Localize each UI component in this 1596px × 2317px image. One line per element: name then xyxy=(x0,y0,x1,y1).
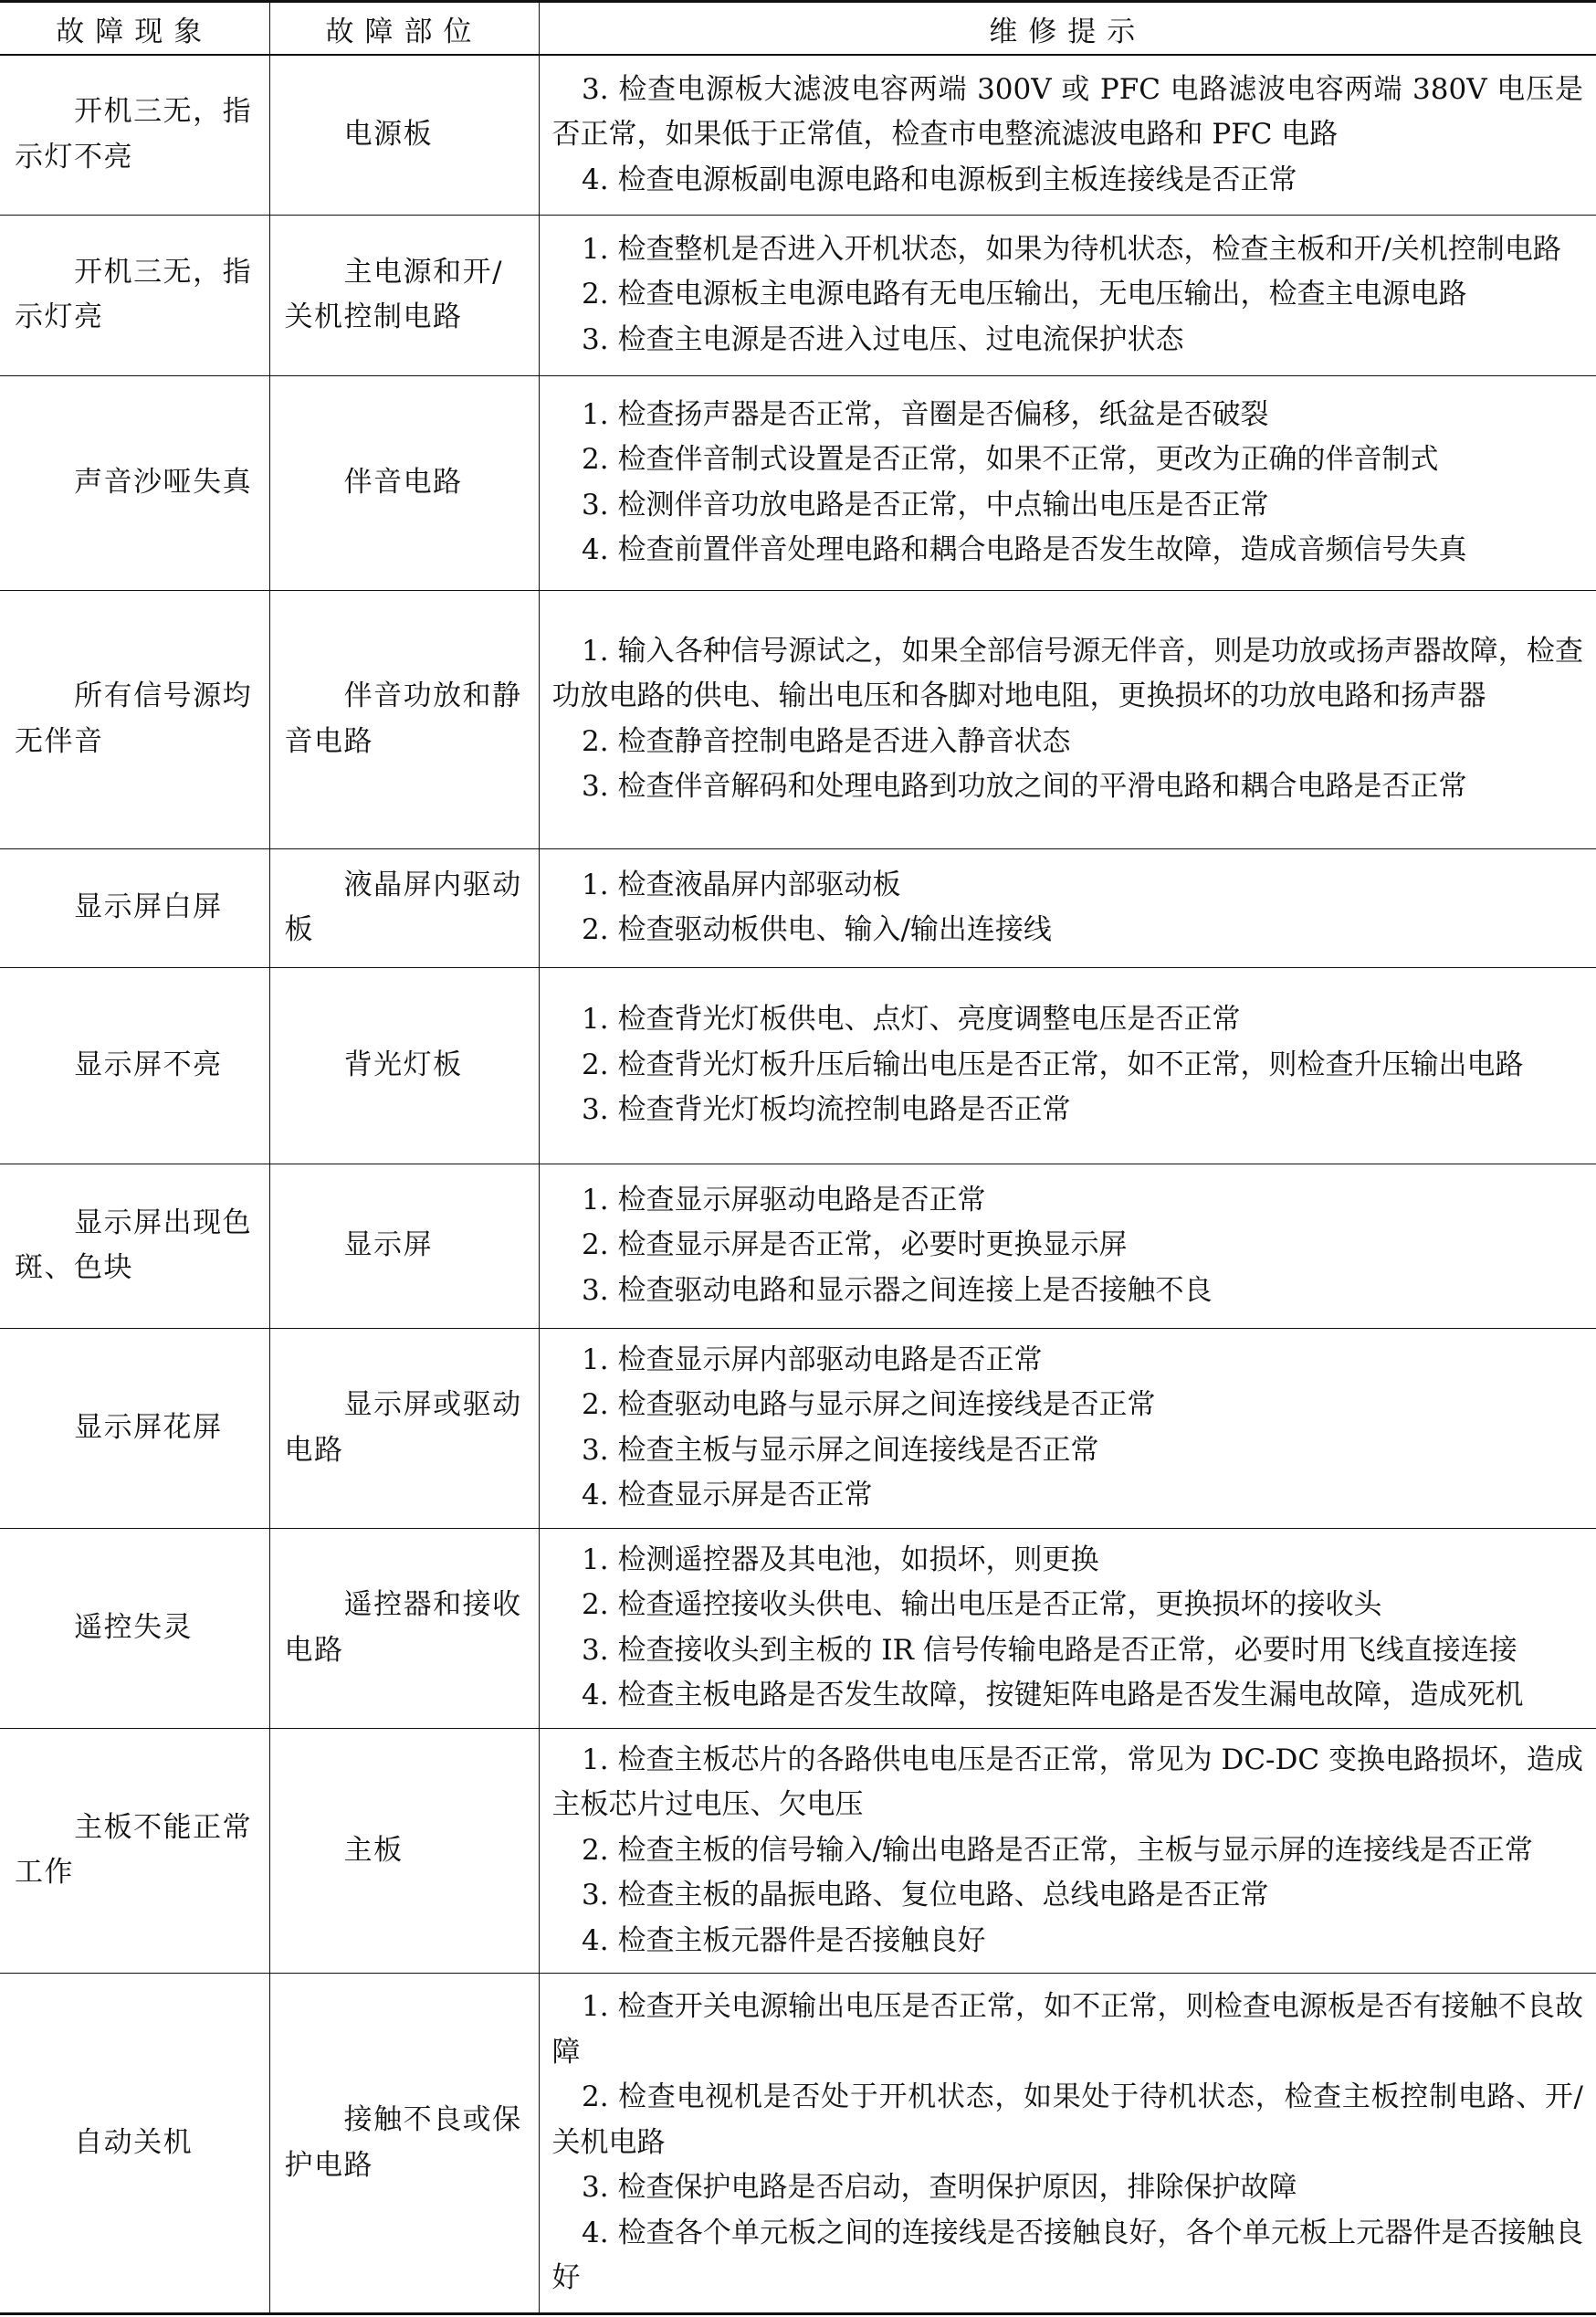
repair-tips xyxy=(539,215,1596,375)
repair-tip: 2. 检查背光灯板升压后输出电压是否正常，如不正常，则检查升压输出电路 xyxy=(582,1048,1524,1081)
fault-location: 主板 xyxy=(269,1728,539,1974)
fault-symptom: 显示屏白屏 xyxy=(0,848,269,967)
table-row xyxy=(0,55,1596,215)
repair-tip: 3. 检查主电源是否进入过电压、过电流保护状态 xyxy=(582,322,1184,356)
repair-tip: 2. 检查伴音制式设置是否正常，如果不正常，更改为正确的伴音制式 xyxy=(582,443,1439,476)
repair-tips xyxy=(539,848,1596,967)
repair-tip: 2. 检查遥控接收头供电、输出电压是否正常，更换损坏的接收头 xyxy=(582,1588,1382,1621)
fault-location: 伴音功放和静音电路 xyxy=(269,590,539,848)
repair-tips xyxy=(539,1528,1596,1728)
repair-tip: 4. 检查各个单元板之间的连接线是否接触良好，各个单元板上元器件是否接触良好 xyxy=(551,2216,1583,2295)
repair-tip: 3. 检测伴音功放电路是否正常，中点输出电压是否正常 xyxy=(582,488,1269,521)
repair-tip: 1. 输入各种信号源试之，如果全部信号源无伴音，则是功放或扬声器故障，检查功放电路的供电、输出电压和各脚对地电阻，更换损坏的功放电路和扬声器 xyxy=(551,634,1583,712)
fault-location: 遥控器和接收电路 xyxy=(269,1528,539,1728)
repair-tip: 2. 检查驱动板供电、输入/输出连接线 xyxy=(582,913,1052,946)
repair-tip: 3. 检查接收头到主板的 IR 信号传输电路是否正常，必要时用飞线直接连接 xyxy=(582,1633,1517,1667)
repair-tip: 3. 检查主板的晶振电路、复位电路、总线电路是否正常 xyxy=(582,1879,1269,1912)
repair-tips xyxy=(539,375,1596,590)
header-location: 故障部位 xyxy=(269,2,539,56)
repair-tip: 1. 检查液晶屏内部驱动板 xyxy=(582,868,901,901)
repair-tip: 2. 检查静音控制电路是否进入静音状态 xyxy=(582,724,1071,758)
repair-tip: 2. 检查电源板主电源电路有无电压输出，无电压输出，检查主电源电路 xyxy=(582,278,1467,311)
repair-tips xyxy=(539,1328,1596,1528)
fault-symptom: 开机三无，指示灯亮 xyxy=(0,215,269,375)
table-row xyxy=(0,1974,1596,2314)
repair-tip: 4. 检查前置伴音处理电路和耦合电路是否发生故障，造成音频信号失真 xyxy=(582,533,1467,566)
repair-tip: 4. 检查主板电路是否发生故障，按键矩阵电路是否发生漏电故障，造成死机 xyxy=(582,1679,1524,1711)
header-row xyxy=(0,2,1596,56)
repair-tip: 1. 检查主板芯片的各路供电电压是否正常，常见为 DC-DC 变换电路损坏，造成主板芯片过电压、欠电压 xyxy=(551,1743,1583,1821)
table-row xyxy=(0,1728,1596,1974)
fault-symptom: 显示屏出现色斑、色块 xyxy=(0,1164,269,1328)
repair-tips xyxy=(539,1164,1596,1328)
repair-tips xyxy=(539,1728,1596,1974)
fault-location: 背光灯板 xyxy=(269,967,539,1164)
repair-tip: 3. 检查伴音解码和处理电路到功放之间的平滑电路和耦合电路是否正常 xyxy=(582,770,1467,803)
header-tips: 维修提示 xyxy=(539,2,1596,56)
table-row xyxy=(0,1528,1596,1728)
repair-tip: 2. 检查电视机是否处于开机状态，如果处于待机状态，检查主板控制电路、开/关机电路 xyxy=(551,2080,1583,2159)
fault-symptom: 主板不能正常工作 xyxy=(0,1728,269,1974)
table-row xyxy=(0,375,1596,590)
repair-tip: 1. 检查扬声器是否正常，音圈是否偏移，纸盆是否破裂 xyxy=(582,397,1269,431)
fault-location: 显示屏或驱动电路 xyxy=(269,1328,539,1528)
repair-tip: 4. 检查电源板副电源电路和电源板到主板连接线是否正常 xyxy=(582,163,1297,196)
repair-tip: 3. 检查电源板大滤波电容两端 300V 或 PFC 电路滤波电容两端 380V 电压是否正常，如果低于正常值，检查市电整流滤波电路和 PFC 电路 xyxy=(551,72,1583,151)
repair-tip: 1. 检查显示屏驱动电路是否正常 xyxy=(582,1183,986,1216)
fault-symptom: 显示屏不亮 xyxy=(0,967,269,1164)
repair-tips xyxy=(539,967,1596,1164)
table-row xyxy=(0,1328,1596,1528)
fault-symptom: 声音沙哑失真 xyxy=(0,375,269,590)
fault-location: 显示屏 xyxy=(269,1164,539,1328)
repair-tip: 2. 检查主板的信号输入/输出电路是否正常，主板与显示屏的连接线是否正常 xyxy=(582,1833,1533,1867)
repair-tip: 3. 检查驱动电路和显示器之间连接上是否接触不良 xyxy=(582,1273,1213,1307)
repair-tip: 1. 检查整机是否进入开机状态，如果为待机状态，检查主板和开/关机控制电路 xyxy=(582,232,1561,266)
fault-location: 接触不良或保护电路 xyxy=(269,1974,539,2314)
table-row xyxy=(0,1164,1596,1328)
fault-location: 液晶屏内驱动板 xyxy=(269,848,539,967)
repair-tip: 2. 检查显示屏是否正常，必要时更换显示屏 xyxy=(582,1228,1128,1262)
repair-tip: 1. 检查开关电源输出电压是否正常，如不正常，则检查电源板是否有接触不良故障 xyxy=(551,1990,1583,2069)
header-symptom: 故障现象 xyxy=(0,2,269,56)
repair-tip: 3. 检查保护电路是否启动，查明保护原因，排除保护故障 xyxy=(582,2171,1297,2205)
table-row xyxy=(0,848,1596,967)
fault-location: 主电源和开/关机控制电路 xyxy=(269,215,539,375)
repair-tips xyxy=(539,55,1596,215)
table-row xyxy=(0,590,1596,848)
repair-tip: 1. 检测遥控器及其电池，如损坏，则更换 xyxy=(582,1543,1099,1576)
table-row xyxy=(0,215,1596,375)
fault-symptom: 遥控失灵 xyxy=(0,1528,269,1728)
fault-symptom: 显示屏花屏 xyxy=(0,1328,269,1528)
repair-tip: 3. 检查背光灯板均流控制电路是否正常 xyxy=(582,1093,1071,1127)
fault-symptom: 自动关机 xyxy=(0,1974,269,2314)
repair-tip: 1. 检查背光灯板供电、点灯、亮度调整电压是否正常 xyxy=(582,1003,1241,1037)
fault-symptom: 所有信号源均无伴音 xyxy=(0,590,269,848)
repair-tips xyxy=(539,590,1596,848)
repair-tip: 2. 检查驱动电路与显示屏之间连接线是否正常 xyxy=(582,1388,1156,1421)
repair-tip: 4. 检查主板元器件是否接触良好 xyxy=(582,1923,986,1957)
repair-tip: 3. 检查主板与显示屏之间连接线是否正常 xyxy=(582,1433,1099,1467)
fault-location: 伴音电路 xyxy=(269,375,539,590)
repair-tip: 1. 检查显示屏内部驱动电路是否正常 xyxy=(582,1343,1043,1376)
fault-location: 电源板 xyxy=(269,55,539,215)
repair-tip: 4. 检查显示屏是否正常 xyxy=(582,1479,873,1511)
fault-symptom: 开机三无，指示灯不亮 xyxy=(0,55,269,215)
repair-tips xyxy=(539,1974,1596,2314)
table-row xyxy=(0,967,1596,1164)
